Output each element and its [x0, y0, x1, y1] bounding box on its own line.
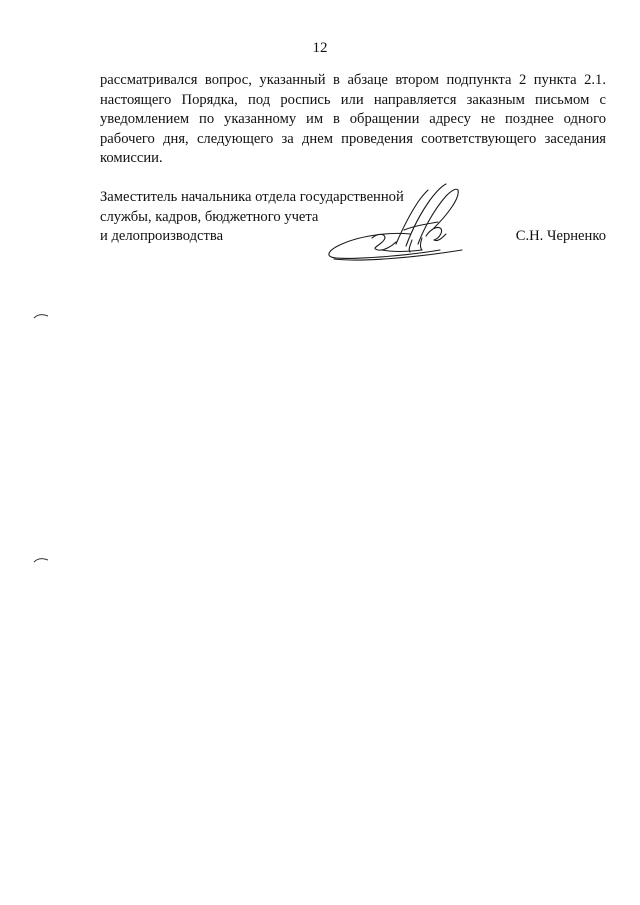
- body-paragraph: [100, 71, 606, 169]
- body-line: рассматривался вопрос, указанный в абзаце втором подпункта 2 пункта 2.1.: [100, 72, 606, 88]
- signer-position-line: службы, кадров, бюджетного учета: [100, 208, 319, 225]
- scan-edge-mark: [33, 313, 49, 319]
- scan-edge-mark: [33, 557, 49, 563]
- body-line: настоящего Порядка, под роспись или направляется заказным письмом с: [100, 91, 606, 108]
- body-line: рабочего дня, следующего за днем проведения соответствующего заседания: [100, 130, 606, 147]
- page-number: 12: [312, 40, 328, 56]
- body-line: уведомлением по указанному им в обращении адресу не позднее одного: [100, 111, 606, 128]
- signer-position-line: Заместитель начальника отдела государственной: [100, 189, 404, 205]
- body-line: комиссии.: [100, 150, 163, 167]
- signer-name: С.Н. Черненко: [515, 228, 606, 244]
- handwritten-signature-icon: [322, 180, 482, 268]
- signer-position-line: и делопроизводства: [100, 228, 224, 245]
